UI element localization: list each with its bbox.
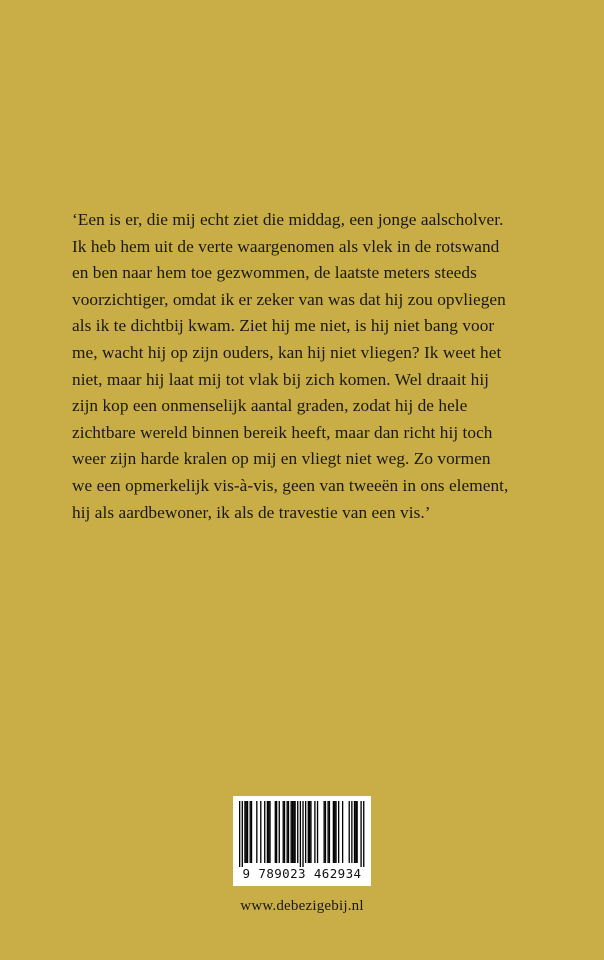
barcode-bar (327, 801, 328, 863)
barcode-bar (242, 801, 243, 867)
barcode-bar (300, 801, 301, 867)
barcode-bar (284, 801, 285, 863)
barcode-bar (264, 801, 265, 863)
barcode-bar (275, 801, 276, 863)
isbn-number: 9 789023 462934 (242, 866, 362, 881)
quote-line-10: weer zijn harde kralen op mij en vliegt niet weg. Zo vormen (72, 449, 491, 469)
barcode-bar (283, 801, 284, 863)
barcode-bar (354, 801, 355, 863)
barcode-bar (308, 801, 309, 863)
quote-line-7: niet, maar hij laat mij tot vlak bij zich komen. Wel draait hij (72, 369, 490, 389)
barcode-bar (268, 801, 269, 863)
barcode-bar (329, 801, 330, 863)
barcode-bar (323, 801, 324, 863)
barcode-bar (351, 801, 352, 863)
quote-line-8: zijn kop een onmenselijk aantal graden, zodat hij de hele (72, 396, 468, 416)
quote-line-11: we een opmerkelijk vis-à-vis, geen van tweeën in ons element, (72, 475, 509, 495)
quote-line-12: hij als aardbewoner, ik als de travestie van een vis.’ (72, 502, 431, 522)
barcode-bar (269, 801, 270, 863)
barcode-bar (310, 801, 311, 863)
barcode-bar (334, 801, 335, 863)
quote-line-6: me, wacht hij op zijn ouders, kan hij niet vliegen? Ik weet het (72, 342, 502, 362)
quote-line-5: als ik te dichtbij kwam. Ziet hij me niet, is hij niet bang voor (72, 316, 495, 336)
publisher-website: www.debezigebij.nl (240, 898, 364, 914)
isbn-barcode (233, 796, 371, 886)
quote-line-1: ‘Een is er, die mij echt ziet die middag, een jonge aalscholver. (72, 210, 504, 229)
barcode-bar (363, 801, 364, 867)
barcode-bar (333, 801, 334, 863)
barcode-bar (335, 801, 336, 863)
barcode-bar (276, 801, 277, 863)
barcode-bar (290, 801, 291, 863)
barcode-bar (325, 801, 326, 863)
barcode-bar (317, 801, 318, 863)
barcode-bar (247, 801, 248, 863)
quote-line-4: voorzichtiger, omdat ik er zeker van was dat hij zou opvliegen (72, 289, 506, 309)
barcode-bar (294, 801, 295, 863)
barcode-bar (256, 801, 257, 863)
back-cover-quote (72, 207, 542, 526)
barcode-bar (246, 801, 247, 863)
barcode-bar (244, 801, 245, 863)
barcode-bar (260, 801, 261, 863)
barcode-bar (292, 801, 293, 863)
barcode-bar (349, 801, 350, 863)
barcode-bar (309, 801, 310, 863)
barcode-bar (250, 801, 251, 863)
barcode-bar (314, 801, 315, 863)
barcode-bar (267, 801, 268, 863)
barcode-bar (251, 801, 252, 863)
quote-line-9: zichtbare wereld binnen bereik heeft, maar dan richt hij toch (72, 422, 493, 442)
quote-line-3: en ben naar hem toe gezwommen, de laatste meters steeds (72, 263, 477, 283)
barcode-bar (287, 801, 288, 863)
barcode-bar (338, 801, 339, 863)
barcode-bar (356, 801, 357, 863)
barcode-bar (288, 801, 289, 863)
barcode-bar (305, 801, 306, 863)
barcode-bar (342, 801, 343, 863)
barcode-bar (355, 801, 356, 863)
barcode-bar (293, 801, 294, 863)
barcode-bar (239, 801, 240, 867)
barcode-bar (302, 801, 303, 867)
barcode-bar (279, 801, 280, 863)
quote-line-2: Ik heb hem uit de verte waargenomen als vlek in de rotswand (72, 236, 500, 256)
barcode-bar (297, 801, 298, 863)
barcode-bar (360, 801, 361, 867)
